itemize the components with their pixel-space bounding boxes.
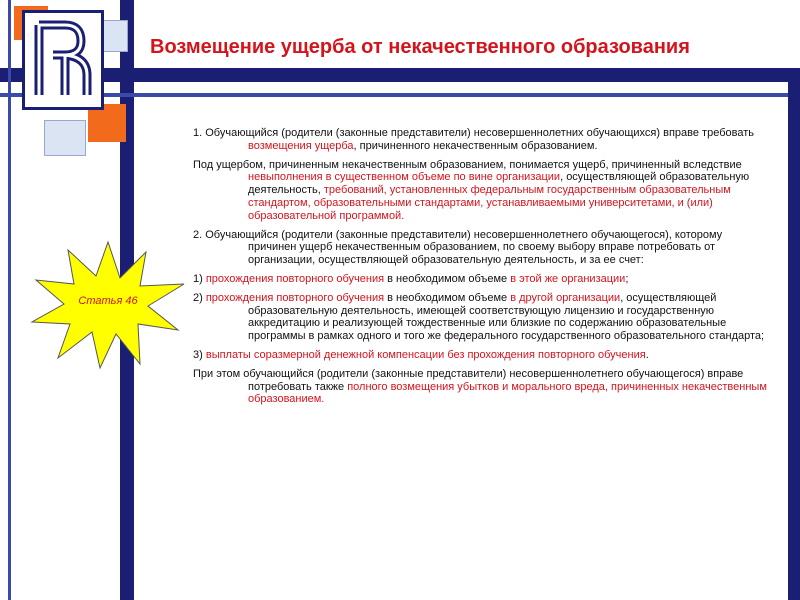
body-text: , осуществляющей образовательную деятельность, [248, 171, 750, 197]
body-text: Под ущербом, причиненным некачественным образованием, понимается ущерб, причиненный вследствие [193, 158, 742, 171]
highlighted-text: полного возмещения убытков и морального вреда, причиненных некачественным образованием. [248, 380, 767, 406]
hse-logo [22, 10, 104, 110]
highlighted-text: невыполнения в существенном объеме по вине организации [248, 171, 561, 184]
body-text: , причиненного некачественным образованием. [353, 139, 598, 152]
star-label: Статья 46 [78, 295, 138, 307]
paragraph [193, 229, 771, 267]
body-text: 1) [193, 272, 206, 285]
highlighted-text: в этой же организации [510, 272, 626, 285]
paragraph [193, 292, 771, 343]
top-horizontal-bar [0, 68, 800, 82]
left-thin-line [8, 0, 11, 600]
body-text: ; [625, 272, 629, 285]
hse-logo-icon [25, 13, 101, 107]
slide-title: Возмещение ущерба от некачественного образования [150, 36, 690, 58]
paragraph [193, 159, 771, 223]
body-text: в необходимом объеме [384, 272, 511, 285]
highlighted-text: выплаты соразмерной денежной компенсации без прохождения повторного обучения [205, 348, 646, 361]
body-text: 1. Обучающийся (родители (законные представители) несовершеннолетних обучающихся) вправе требовать [193, 127, 754, 139]
right-vertical-bar [788, 68, 800, 600]
highlighted-text: возмещения ущерба [248, 139, 354, 152]
body-text: . [645, 348, 649, 361]
body-text: в необходимом объеме [384, 291, 511, 304]
body-text: При этом обучающийся (родители (законные представители) несовершеннолетнего обучающегося) вправе потребовать также [193, 367, 744, 393]
highlighted-text: в другой организации [510, 291, 621, 304]
body-text: 2) [193, 291, 206, 304]
highlighted-text: прохождения повторного обучения [205, 291, 385, 304]
paragraph [193, 273, 771, 286]
paragraph [193, 127, 771, 153]
top-thin-bar [0, 93, 800, 97]
paragraph [193, 368, 771, 406]
body-text: 2. Обучающийся (родители (законные представители) несовершеннолетнего обучающегося), которому причинен ущерб некачественным образованием, по своему выбору вправе потребовать от организации, осуществляющей образовательную деятельность, и за ее счет: [193, 228, 723, 267]
highlighted-text: прохождения повторного обучения [205, 272, 385, 285]
paragraph [193, 349, 771, 362]
article-text [193, 127, 771, 412]
article-star-badge [28, 240, 188, 370]
highlighted-text: требований, установленных федеральным государственным образовательным стандартом, образовательными стандартами, устанавливаемыми университетами, и (или) образовательной программой. [248, 184, 731, 222]
body-text: 3) [193, 348, 206, 361]
lightblue-square-bottom [44, 120, 86, 156]
body-text: , осуществляющей образовательную деятельность, имеющей соответствующую лицензию и государственную аккредитацию и реализующей тождественные или близкие по содержанию образовательные программы в рамках одного и того же федерального государственного образовательного стандарта; [248, 291, 765, 343]
